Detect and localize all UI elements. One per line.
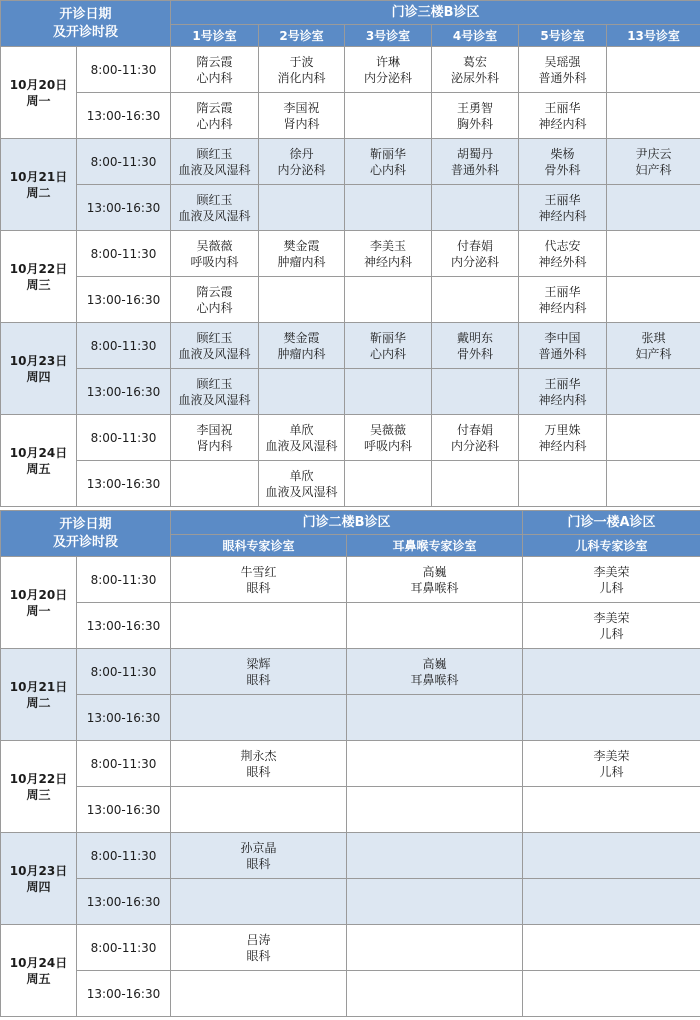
time-slot: 8:00-11:30 [77,47,171,93]
date-cell [1,649,77,741]
doctor-cell [345,47,432,93]
doctor-cell [259,139,345,185]
doctor-cell [347,603,523,649]
doctor-cell [607,277,700,323]
doctor-cell [259,277,345,323]
doctor-cell [171,139,259,185]
department-name: 儿科 [599,580,624,595]
doctor-cell [607,93,700,139]
date-text: 10月22日 [9,771,68,786]
date-text: 10月24日 [9,955,68,970]
header-corner [1,1,171,47]
department-name: 普通外科 [451,162,500,177]
doctor-cell [519,185,607,231]
time-slot: 8:00-11:30 [77,323,171,369]
doctor-name: 吴薇薇 [196,238,233,253]
weekday-text: 周四 [26,369,51,384]
department-name: 血液及风湿科 [178,208,251,223]
time-slot: 8:00-11:30 [77,557,171,603]
doctor-cell [347,879,523,925]
doctor-name: 孙京晶 [240,840,277,855]
doctor-cell [607,461,700,507]
doctor-cell [259,369,345,415]
department-name: 骨外科 [544,162,581,177]
schedule-row [1,787,700,833]
department-name: 普通外科 [538,70,587,85]
department-name: 血液及风湿科 [265,484,338,499]
department-name: 骨外科 [457,346,494,361]
doctor-cell [171,925,347,971]
date-text: 10月20日 [9,587,68,602]
doctor-cell [259,185,345,231]
doctor-cell [171,971,347,1017]
date-cell [1,139,77,231]
department-name: 内分泌科 [364,70,413,85]
department-name: 血液及风湿科 [178,392,251,407]
doctor-cell [432,93,519,139]
doctor-cell [607,47,700,93]
department-name: 眼科 [246,672,271,687]
department-name: 呼吸内科 [364,438,413,453]
doctor-name: 王丽华 [544,376,581,391]
doctor-cell [523,603,700,649]
department-name: 呼吸内科 [190,254,239,269]
doctor-name: 于波 [289,54,314,69]
department-name: 儿科 [599,626,624,641]
doctor-name: 吴薇薇 [370,422,407,437]
doctor-cell [171,649,347,695]
doctor-cell [259,415,345,461]
date-cell [1,323,77,415]
schedule-row [1,695,700,741]
department-name: 血液及风湿科 [178,162,251,177]
doctor-cell [345,369,432,415]
header-corner [1,511,171,557]
doctor-name: 付春娟 [457,422,494,437]
time-slot: 13:00-16:30 [77,369,171,415]
doctor-name: 隋云霞 [196,284,233,299]
weekday-text: 周五 [26,971,51,986]
doctor-cell [432,185,519,231]
doctor-cell [523,879,700,925]
doctor-name: 单欣 [289,468,314,483]
time-slot: 8:00-11:30 [77,833,171,879]
room-header: 4号诊室 [432,25,519,47]
date-cell [1,741,77,833]
doctor-cell [259,47,345,93]
doctor-cell [171,879,347,925]
time-slot: 13:00-16:30 [77,277,171,323]
department-name: 神经内科 [538,116,587,131]
doctor-name: 顾红玉 [196,330,233,345]
doctor-name: 李中国 [544,330,581,345]
doctor-cell [432,47,519,93]
department-name: 心内科 [370,346,407,361]
time-slot: 13:00-16:30 [77,787,171,833]
doctor-cell [432,277,519,323]
time-slot: 13:00-16:30 [77,93,171,139]
date-cell [1,231,77,323]
department-name: 神经外科 [538,254,587,269]
room-header: 耳鼻喉专家诊室 [347,535,523,557]
schedule-row [1,323,700,369]
doctor-name: 胡蜀丹 [457,146,494,161]
doctor-name: 梁辉 [246,656,271,671]
date-cell [1,47,77,139]
doctor-cell [607,323,700,369]
time-slot: 8:00-11:30 [77,139,171,185]
room-header: 2号诊室 [259,25,345,47]
corner-line-2: 及开诊时段 [53,24,119,40]
department-name: 肿瘤内科 [277,346,326,361]
doctor-cell [523,833,700,879]
room-header: 眼科专家诊室 [171,535,347,557]
doctor-cell [171,833,347,879]
schedule-row [1,557,700,603]
doctor-name: 靳丽华 [370,330,407,345]
doctor-cell [345,139,432,185]
doctor-cell [432,139,519,185]
date-text: 10月23日 [9,353,68,368]
date-cell [1,833,77,925]
schedule-row [1,971,700,1017]
doctor-cell [607,185,700,231]
doctor-cell [432,323,519,369]
department-name: 心内科 [370,162,407,177]
schedule-row [1,925,700,971]
doctor-cell [347,741,523,787]
department-name: 肿瘤内科 [277,254,326,269]
doctor-name: 隋云霞 [196,54,233,69]
doctor-name: 高巍 [422,564,447,579]
department-name: 眼科 [246,948,271,963]
schedule-row [1,47,700,93]
department-name: 肾内科 [283,116,320,131]
doctor-name: 戴明东 [457,330,494,345]
doctor-cell [345,323,432,369]
doctor-cell [345,93,432,139]
doctor-name: 李国祝 [196,422,233,437]
date-text: 10月21日 [9,679,68,694]
department-name: 血液及风湿科 [178,346,251,361]
doctor-name: 王丽华 [544,100,581,115]
doctor-cell [432,369,519,415]
doctor-cell [171,461,259,507]
doctor-name: 吕涛 [246,932,271,947]
doctor-cell [171,695,347,741]
doctor-name: 许琳 [376,54,401,69]
time-slot: 8:00-11:30 [77,649,171,695]
doctor-name: 牛雪红 [240,564,277,579]
doctor-cell [523,925,700,971]
time-slot: 13:00-16:30 [77,695,171,741]
doctor-cell [523,557,700,603]
doctor-cell [171,185,259,231]
department-name: 消化内科 [277,70,326,85]
area-title: 门诊三楼B诊区 [171,1,700,25]
schedule-row [1,139,700,185]
department-name: 泌尿外科 [451,70,500,85]
schedule-row [1,231,700,277]
department-name: 肾内科 [196,438,233,453]
department-name: 内分泌科 [451,254,500,269]
department-name: 心内科 [196,300,233,315]
time-slot: 8:00-11:30 [77,925,171,971]
schedule-row [1,741,700,787]
doctor-cell [519,369,607,415]
schedule-row [1,461,700,507]
schedule-row [1,277,700,323]
department-name: 眼科 [246,856,271,871]
doctor-cell [259,231,345,277]
date-cell [1,925,77,1017]
schedule-row [1,879,700,925]
schedule-row [1,369,700,415]
weekday-text: 周三 [26,277,51,292]
doctor-cell [347,787,523,833]
department-name: 血液及风湿科 [265,438,338,453]
department-name: 神经内科 [364,254,413,269]
doctor-cell [171,323,259,369]
doctor-name: 顾红玉 [196,146,233,161]
doctor-cell [519,139,607,185]
doctor-cell [171,277,259,323]
area-title-floor1: 门诊一楼A诊区 [523,511,700,535]
department-name: 眼科 [246,580,271,595]
doctor-name: 万里姝 [544,422,581,437]
doctor-cell [171,557,347,603]
doctor-name: 吴瑶强 [544,54,581,69]
doctor-cell [347,925,523,971]
date-text: 10月22日 [9,261,68,276]
department-name: 心内科 [196,70,233,85]
doctor-cell [347,557,523,603]
department-name: 胸外科 [457,116,494,131]
doctor-cell [519,415,607,461]
corner-line-2: 及开诊时段 [53,534,119,550]
header-row [1,511,700,535]
department-name: 耳鼻喉科 [410,580,459,595]
doctor-cell [432,231,519,277]
doctor-name: 单欣 [289,422,314,437]
room-header: 1号诊室 [171,25,259,47]
doctor-cell [345,185,432,231]
doctor-name: 樊金霞 [283,330,320,345]
doctor-cell [347,695,523,741]
time-slot: 13:00-16:30 [77,879,171,925]
header-row [1,1,700,25]
weekday-text: 周五 [26,461,51,476]
department-name: 神经内科 [538,300,587,315]
room-header: 儿科专家诊室 [523,535,700,557]
schedule-table-floor2-floor1 [0,510,700,1017]
doctor-cell [345,415,432,461]
weekday-text: 周一 [26,93,51,108]
doctor-cell [607,139,700,185]
department-name: 心内科 [196,116,233,131]
schedule-table-floor3 [0,0,700,507]
date-text: 10月23日 [9,863,68,878]
schedule-row [1,415,700,461]
weekday-text: 周一 [26,603,51,618]
doctor-name: 李美荣 [593,564,630,579]
doctor-name: 王勇智 [457,100,494,115]
doctor-cell [347,833,523,879]
doctor-cell [171,47,259,93]
doctor-name: 樊金霞 [283,238,320,253]
doctor-name: 高巍 [422,656,447,671]
doctor-cell [523,787,700,833]
doctor-name: 隋云霞 [196,100,233,115]
doctor-cell [347,971,523,1017]
doctor-name: 柴杨 [550,146,575,161]
doctor-cell [259,461,345,507]
department-name: 神经内科 [538,392,587,407]
doctor-name: 李美荣 [593,748,630,763]
doctor-cell [523,649,700,695]
doctor-cell [259,93,345,139]
doctor-name: 葛宏 [463,54,488,69]
schedule-row [1,93,700,139]
doctor-cell [171,787,347,833]
date-text: 10月21日 [9,169,68,184]
doctor-cell [519,277,607,323]
area-title-floor2: 门诊二楼B诊区 [171,511,523,535]
doctor-cell [259,323,345,369]
doctor-name: 李美荣 [593,610,630,625]
doctor-cell [171,741,347,787]
doctor-cell [171,93,259,139]
doctor-name: 李美玉 [370,238,407,253]
doctor-cell [171,603,347,649]
doctor-name: 尹庆云 [635,146,672,161]
doctor-cell [171,231,259,277]
doctor-name: 张琪 [641,330,666,345]
weekday-text: 周二 [26,695,51,710]
doctor-cell [519,231,607,277]
doctor-name: 代志安 [544,238,581,253]
doctor-name: 顾红玉 [196,192,233,207]
doctor-cell [432,461,519,507]
time-slot: 13:00-16:30 [77,185,171,231]
doctor-cell [345,461,432,507]
weekday-text: 周三 [26,787,51,802]
department-name: 神经内科 [538,438,587,453]
department-name: 内分泌科 [451,438,500,453]
schedule-row [1,833,700,879]
doctor-cell [171,369,259,415]
doctor-name: 徐丹 [289,146,314,161]
doctor-name: 王丽华 [544,192,581,207]
doctor-name: 顾红玉 [196,376,233,391]
weekday-text: 周二 [26,185,51,200]
schedule-row [1,649,700,695]
doctor-name: 靳丽华 [370,146,407,161]
schedule-row [1,185,700,231]
department-name: 妇产科 [635,162,672,177]
department-name: 神经内科 [538,208,587,223]
corner-line-1: 开诊日期 [59,516,112,532]
time-slot: 8:00-11:30 [77,415,171,461]
doctor-cell [432,415,519,461]
department-name: 眼科 [246,764,271,779]
doctor-cell [607,369,700,415]
date-text: 10月24日 [9,445,68,460]
doctor-cell [523,741,700,787]
room-header: 5号诊室 [519,25,607,47]
department-name: 耳鼻喉科 [410,672,459,687]
room-header: 3号诊室 [345,25,432,47]
doctor-cell [519,461,607,507]
department-name: 儿科 [599,764,624,779]
doctor-cell [345,277,432,323]
doctor-name: 付春娟 [457,238,494,253]
room-header: 13号诊室 [607,25,700,47]
doctor-name: 王丽华 [544,284,581,299]
doctor-cell [171,415,259,461]
doctor-cell [347,649,523,695]
time-slot: 13:00-16:30 [77,603,171,649]
date-text: 10月20日 [9,77,68,92]
doctor-name: 李国祝 [283,100,320,115]
time-slot: 13:00-16:30 [77,461,171,507]
doctor-cell [523,695,700,741]
doctor-cell [607,415,700,461]
doctor-name: 荆永杰 [240,748,277,763]
date-cell [1,557,77,649]
department-name: 妇产科 [635,346,672,361]
time-slot: 8:00-11:30 [77,231,171,277]
doctor-cell [519,323,607,369]
doctor-cell [607,231,700,277]
department-name: 内分泌科 [277,162,326,177]
time-slot: 8:00-11:30 [77,741,171,787]
date-cell [1,415,77,507]
department-name: 普通外科 [538,346,587,361]
time-slot: 13:00-16:30 [77,971,171,1017]
doctor-cell [523,971,700,1017]
corner-line-1: 开诊日期 [59,6,112,22]
weekday-text: 周四 [26,879,51,894]
doctor-cell [519,93,607,139]
doctor-cell [345,231,432,277]
doctor-cell [519,47,607,93]
schedule-row [1,603,700,649]
